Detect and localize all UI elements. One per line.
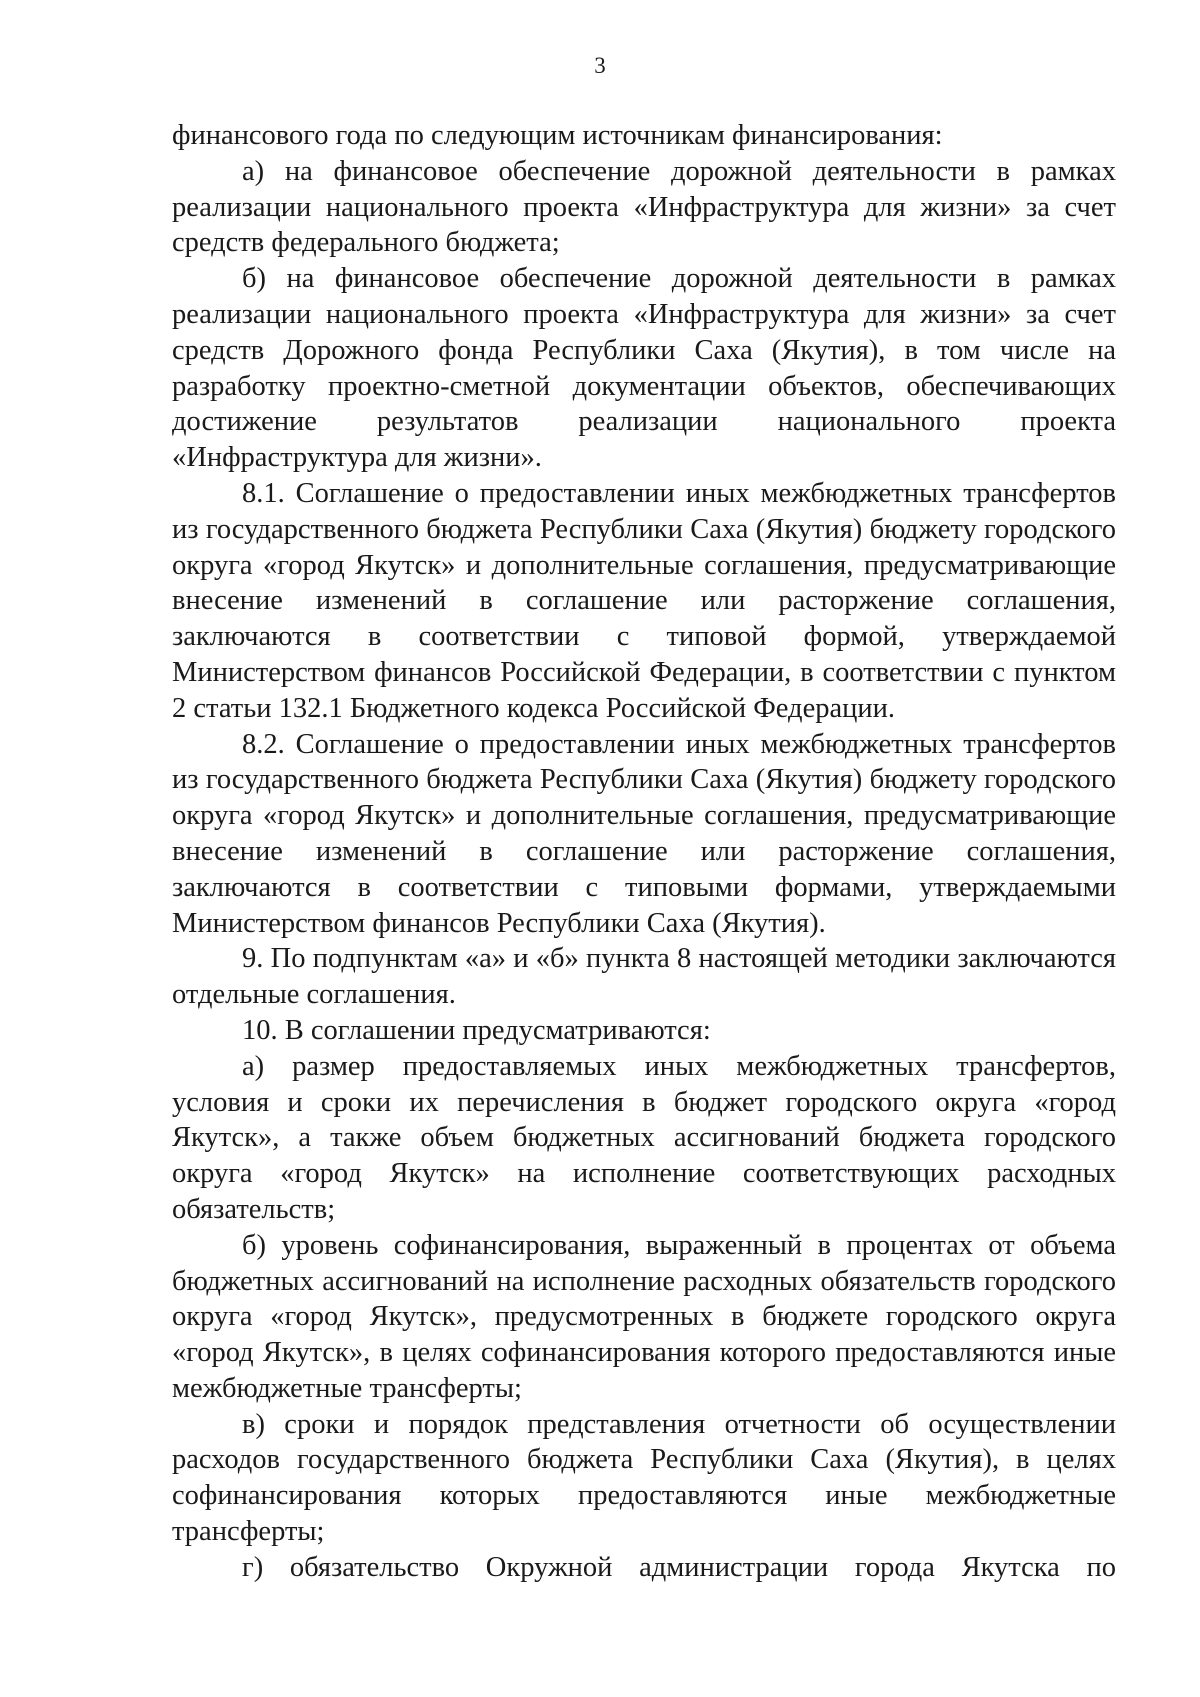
- paragraph-continuation: финансового года по следующим источникам финансирования:: [172, 120, 943, 151]
- paragraph-10-b: б) уровень софинансирования, выраженный в процентах от объема бюджетных ассигнований на исполнение расходных обязательств городского округа «город Якутск», предусмотренных в бюджете городского округа «город Якутск», в целях софинансирования которого предоставляются иные межбюджетные трансферты;: [172, 1229, 1116, 1404]
- paragraph-9: 9. По подпунктам «а» и «б» пункта 8 настоящей методики заключаются отдельные соглашения.: [172, 943, 1116, 1011]
- page-number: 3: [594, 53, 606, 78]
- paragraph-10: 10. В соглашении предусматриваются:: [242, 1014, 711, 1046]
- paragraph-10-v: в) сроки и порядок представления отчетности об осуществлении расходов государственного бюджета Республики Саха (Якутия), в целях софинансирования которых предоставляются иные межбюджетные трансферты;: [172, 1408, 1116, 1548]
- document-body: [172, 118, 1116, 1586]
- paragraph-10-a: а) размер предоставляемых иных межбюджетных трансфертов, условия и сроки их перечисления в бюджет городского округа «город Якутск», а также объем бюджетных ассигнований бюджета городского округа «город Якутск» на исполнение соответствующих расходных обязательств;: [172, 1050, 1116, 1225]
- paragraph-item-a-federal: а) на финансовое обеспечение дорожной деятельности в рамках реализации национального проекта «Инфраструктура для жизни» за счет средств федерального бюджета;: [172, 155, 1116, 259]
- paragraph-8-1: 8.1. Соглашение о предоставлении иных межбюджетных трансфертов из государственного бюджета Республики Саха (Якутия) бюджету городского округа «город Якутск» и дополнительные соглашения, предусматривающие внесение изменений в соглашение или расторжение соглашения, заключаются в соответствии с типовой формой, утверждаемой Министерством финансов Российской Федерации, в соответствии с пунктом 2 статьи 132.1 Бюджетного кодекса Российской Федерации.: [172, 477, 1116, 724]
- paragraph-8-2: 8.2. Соглашение о предоставлении иных межбюджетных трансфертов из государственного бюджета Республики Саха (Якутия) бюджету городского округа «город Якутск» и дополнительные соглашения, предусматривающие внесение изменений в соглашение или расторжение соглашения, заключаются в соответствии с типовыми формами, утверждаемыми Министерством финансов Республики Саха (Якутия).: [172, 728, 1116, 939]
- paragraph-10-g: г) обязательство Окружной администрации города Якутска по: [242, 1551, 1116, 1583]
- paragraph-item-b-road-fund: б) на финансовое обеспечение дорожной деятельности в рамках реализации национального проекта «Инфраструктура для жизни» за счет средств Дорожного фонда Республики Саха (Якутия), в том числе на разработку проектно-сметной документации объектов, обеспечивающих достижение результатов реализации национального проекта «Инфраструктура для жизни».: [172, 263, 1116, 474]
